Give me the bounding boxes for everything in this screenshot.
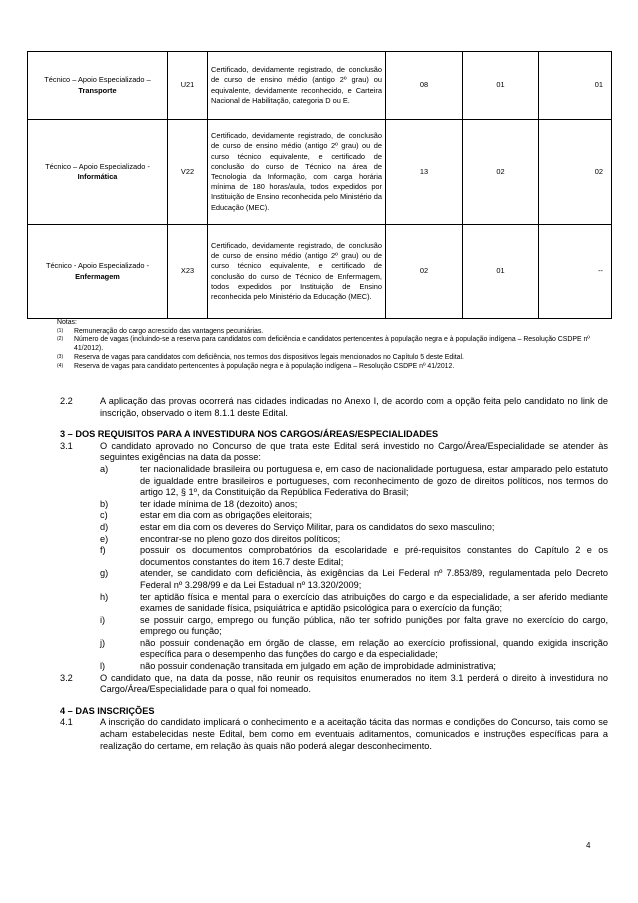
item-2-2: 2.2 A aplicação das provas ocorrerá nas cidades indicadas no Anexo I, de acordo com a opção feita pelo candidato no link de inscrição, observado o item 8.1.1 deste Edital. xyxy=(60,396,608,418)
requisitos-cell: Certificado, devidamente registrado, de conclusão de curso de ensino médio (antigo 2º grau) ou equivalente, devidamente reconhecido, e Carteira Nacional de Habilitação, categoria D ou E. xyxy=(208,52,386,120)
vagas-deficiencia-cell: 02 xyxy=(463,120,539,225)
item-3-1: 3.1 O candidato aprovado no Concurso de que trata este Edital será investido no Cargo/Área/Especialidade se atender às seguintes exigências na data da posse: xyxy=(60,440,608,463)
requisitos-cell: Certificado, devidamente registrado, de conclusão de curso de ensino médio (antigo 2º grau) ou de curso técnico equivalente, e certificado de conclusão do curso de Técnico de Enfermagem, todos expedidos por Instituição de Ensino reconhecida pelo Ministério da Educação (MEC). xyxy=(208,225,386,319)
note-item: (4) Reserva de vagas para candidato pertencentes à população negra e à população indígena – Resolução CSDPE nº 41/2012. xyxy=(57,362,455,370)
requirement-item: g) atender, se candidato com deficiência, às exigências da Lei Federal nº 7.853/89, regulamentada pelo Decreto Federal nº 3.298/99 e da Lei Estadual nº 13.320/2009; xyxy=(100,568,608,590)
notes-title: Notas: xyxy=(57,319,77,326)
note-item: (1) Remuneração do cargo acrescido das vantagens pecuniárias. xyxy=(57,327,264,335)
requirement-item: a) ter nacionalidade brasileira ou portuguesa e, em caso de nacionalidade portuguesa, estar amparado pelo estatuto de igualdade entre brasileiros e portugueses, com reconhecimento de gozo de direitos políticos, nos termos do artigo 12, § 1º, da Constituição da República Federativa do Brasil; xyxy=(100,463,608,498)
requirement-item: i) se possuir cargo, emprego ou função pública, não ter sofrido punições por falta grave no exercício do cargo, emprego ou função; xyxy=(100,614,608,637)
cargo-cell: Técnico - Apoio Especializado - Enfermagem xyxy=(28,225,168,319)
item-4-1: 4.1 A inscrição do candidato implicará o conhecimento e a aceitação tácita das normas e condições do Concurso, tais como se acham estabelecidas neste Edital, bem como em eventuais aditamentos, comunicados e instruções específicas para a realização do certame, em relação às quais não poderá alegar desconhecimento. xyxy=(60,717,608,751)
requirement-item: e) encontrar-se no pleno gozo dos direitos políticos; xyxy=(100,533,341,544)
codigo-cell: U21 xyxy=(168,52,208,120)
requirement-item: h) ter aptidão física e mental para o exercício das atribuições do cargo e da especialidade, a ser aferido mediante exames de sanidade física, psiquiátrica e aptidão psicológica para o exercício da função; xyxy=(100,591,608,614)
notes-block xyxy=(57,319,617,371)
table-row xyxy=(28,52,612,120)
vacancy-table xyxy=(27,51,612,319)
requirement-item: l) não possuir condenação transitada em julgado em ação de improbidade administrativa; xyxy=(100,661,496,672)
requirement-item: j) não possuir condenação em órgão de classe, em relação ao exercício profissional, quando exigida inscrição específica para o desempenho das funções do cargo e da especialidade; xyxy=(100,637,608,660)
cargo-cell: Técnico – Apoio Especializado - Informática xyxy=(28,120,168,225)
requirement-item: c) estar em dia com as obrigações eleitorais; xyxy=(100,510,313,521)
vagas-deficiencia-cell: 01 xyxy=(463,52,539,120)
document-body xyxy=(60,396,608,752)
cargo-cell: Técnico – Apoio Especializado – Transporte xyxy=(28,52,168,120)
requirement-item: d) estar em dia com os deveres do Serviço Militar, para os candidatos do sexo masculino; xyxy=(100,521,495,532)
vagas-negra-indigena-cell: 01 xyxy=(539,52,612,120)
item-3-2: 3.2 O candidato que, na data da posse, não reunir os requisitos enumerados no item 3.1 perderá o direito à investidura no Cargo/Área/Especialidade para o qual foi nomeado. xyxy=(60,672,608,695)
note-item: (3) Reserva de vagas para candidatos com deficiência, nos termos dos dispositivos legais mencionados no Capítulo 5 deste Edital. xyxy=(57,353,464,361)
codigo-cell: X23 xyxy=(168,225,208,319)
codigo-cell: V22 xyxy=(168,120,208,225)
vagas-negra-indigena-cell: -- xyxy=(539,225,612,319)
vagas-total-cell: 08 xyxy=(386,52,463,120)
page-number: 4 xyxy=(586,841,591,850)
requirement-item: b) ter idade mínima de 18 (dezoito) anos; xyxy=(100,498,298,509)
vagas-negra-indigena-cell: 02 xyxy=(539,120,612,225)
vagas-total-cell: 13 xyxy=(386,120,463,225)
table-row xyxy=(28,225,612,319)
section-3-heading: 3 – DOS REQUISITOS PARA A INVESTIDURA NOS CARGOS/ÁREAS/ESPECIALIDADES xyxy=(60,429,439,440)
section-4-heading: 4 – DAS INSCRIÇÕES xyxy=(60,705,155,716)
requirement-item: f) possuir os documentos comprobatórios da escolaridade e pré-requisitos constantes do Capítulo 2 e os documentos constantes do item 16.7 deste Edital; xyxy=(100,545,608,567)
table-row xyxy=(28,120,612,225)
note-item: (2) Número de vagas (incluindo-se a reserva para candidatos com deficiência e candidatos pertencentes à população negra e à população indígena – Resolução CSDPE nº 41/2012). xyxy=(57,336,590,353)
vagas-total-cell: 02 xyxy=(386,225,463,319)
vagas-deficiencia-cell: 01 xyxy=(463,225,539,319)
requisitos-cell: Certificado, devidamente registrado, de conclusão de curso de ensino médio (antigo 2º grau) ou de curso técnico equivalente, e certificado de conclusão do curso de Técnico na área de Tecnologia da Informação, com carga horária mínima de 180 horas/aula, todos expedidos por Instituição de Ensino reconhecida pelo Ministério da Educação (MEC). xyxy=(208,120,386,225)
